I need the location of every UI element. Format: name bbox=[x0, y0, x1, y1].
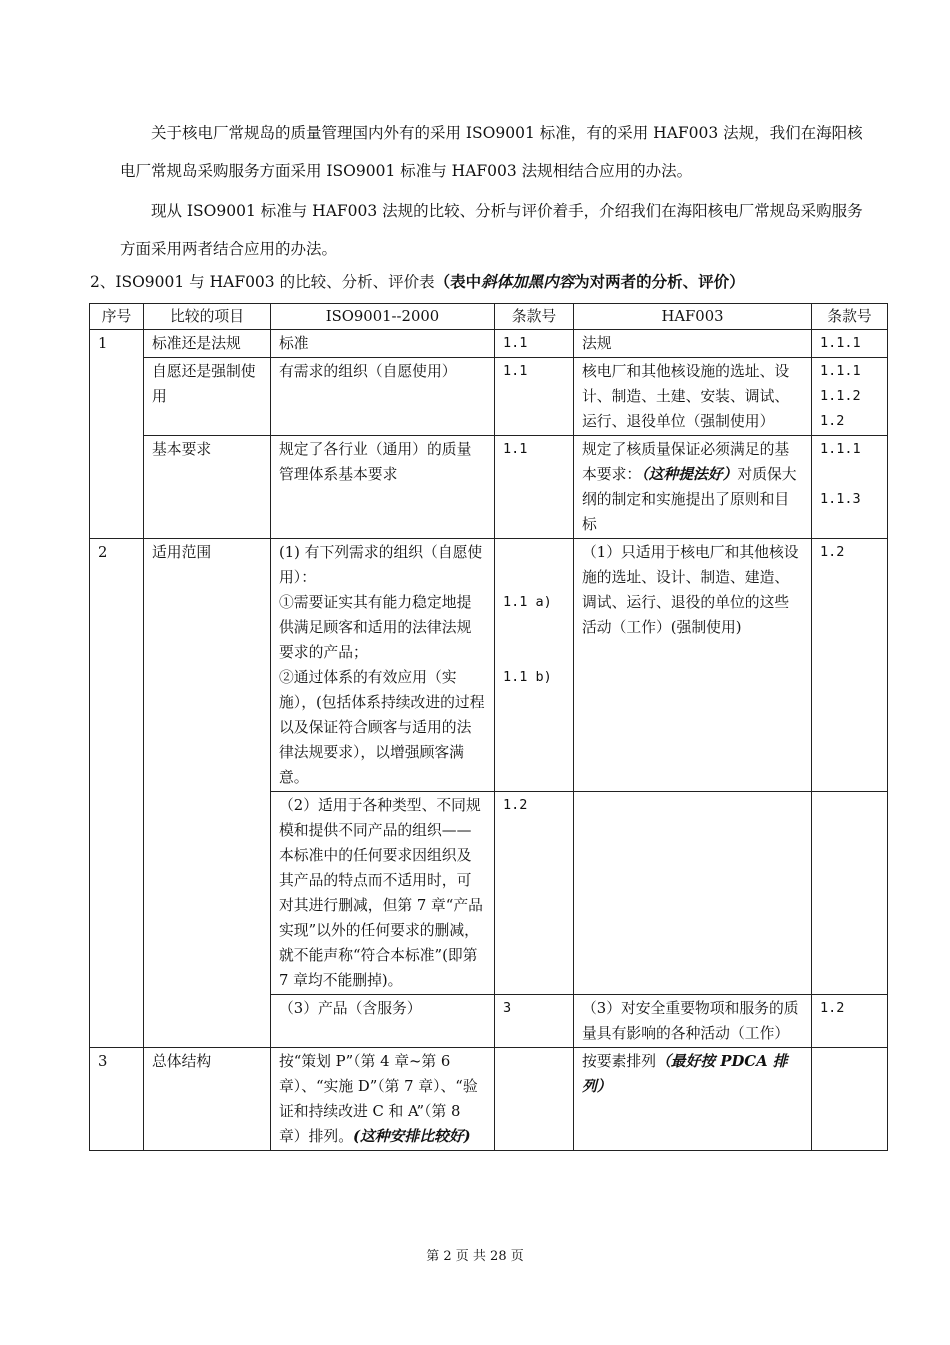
iso-content: 有需求的组织（自愿使用） bbox=[271, 358, 495, 436]
evaluation-note: （这种提法好） bbox=[641, 466, 738, 483]
table-row bbox=[90, 330, 888, 358]
compare-item: 标准还是法规 bbox=[144, 330, 271, 358]
compare-item: 自愿还是强制使用 bbox=[144, 358, 271, 436]
iso-content: 按“策划 P”（第 4 章~第 6 章）、“实施 D”（第 7 章）、“验证和持续改进 C 和 A”（第 8 章）排列。(这种安排比较好) bbox=[271, 1048, 495, 1151]
haf-content: 核电厂和其他核设施的选址、设计、制造、土建、安装、调试、运行、退役单位（强制使用） bbox=[574, 358, 812, 436]
iso-content: （2）适用于各种类型、不同规模和提供不同产品的组织——本标准中的任何要求因组织及其产品的特点而不适用时，可对其进行删减，但第 7 章“产品实现”以外的任何要求的删减，就不能声称“符合本标准”(即第 7 章均不能删掉)。 bbox=[271, 792, 495, 995]
compare-item: 基本要求 bbox=[144, 436, 271, 539]
iso-content: 标准 bbox=[271, 330, 495, 358]
iso-clause: 3 bbox=[495, 995, 574, 1048]
table-heading: 2、ISO9001 与 HAF003 的比较、分析、评价表（表中斜体加黑内容为对两者的分析、评价） bbox=[90, 272, 745, 291]
iso-clause: 1.1 a) 1.1 b) bbox=[495, 539, 574, 792]
haf-clause bbox=[812, 792, 888, 995]
table-row bbox=[90, 1048, 888, 1151]
iso-clause: 1.1 bbox=[495, 330, 574, 358]
header-haf-clause: 条款号 bbox=[812, 304, 888, 330]
haf-clause: 1.1.1 1.1.2 1.2 bbox=[812, 358, 888, 436]
iso-clause: 1.2 bbox=[495, 792, 574, 995]
header-no: 序号 bbox=[90, 304, 144, 330]
haf-content: （1）只适用于核电厂和其他核设施的选址、设计、制造、建造、调试、运行、退役的单位的这些活动（工作）(强制使用) bbox=[574, 539, 812, 792]
table-row bbox=[90, 436, 888, 539]
haf-clause: 1.1.1 bbox=[812, 330, 888, 358]
haf-clause bbox=[812, 1048, 888, 1151]
haf-content bbox=[574, 792, 812, 995]
iso-content: (1) 有下列需求的组织（自愿使用）： ①需要证实其有能力稳定地提供满足顾客和适用的法律法规要求的产品； ②通过体系的有效应用（实施），(包括体系持续改进的过程以及保证符合顾客与适用的法律法规要求），以增强顾客满意。 bbox=[271, 539, 495, 792]
row-number: 3 bbox=[90, 1048, 144, 1151]
iso-content: （3）产品（含服务） bbox=[271, 995, 495, 1048]
iso-clause: 1.1 bbox=[495, 358, 574, 436]
table-row bbox=[90, 358, 888, 436]
iso-clause: 1.1 bbox=[495, 436, 574, 539]
comparison-table bbox=[89, 303, 888, 1151]
iso-content: 规定了各行业（通用）的质量管理体系基本要求 bbox=[271, 436, 495, 539]
header-haf: HAF003 bbox=[574, 304, 812, 330]
header-item: 比较的项目 bbox=[144, 304, 271, 330]
haf-content: （3）对安全重要物项和服务的质量具有影响的各种活动（工作） bbox=[574, 995, 812, 1048]
page-footer: 第 2 页 共 28 页 bbox=[426, 1249, 524, 1264]
evaluation-note: (这种安排比较好) bbox=[353, 1128, 471, 1145]
intro-paragraph-1: 关于核电厂常规岛的质量管理国内外有的采用 ISO9001 标准，有的采用 HAF003 法规，我们在海阳核电厂常规岛采购服务方面采用 ISO9001 标准与 HAF003 法规相结合应用的办法。 bbox=[120, 124, 863, 180]
evaluation-note: （最好按 PDCA 排列） bbox=[582, 1053, 788, 1095]
header-iso: ISO9001--2000 bbox=[271, 304, 495, 330]
intro-paragraph-2: 现从 ISO9001 标准与 HAF003 法规的比较、分析与评价着手，介绍我们在海阳核电厂常规岛采购服务方面采用两者结合应用的办法。 bbox=[120, 202, 863, 258]
haf-content: 按要素排列（最好按 PDCA 排列） bbox=[574, 1048, 812, 1151]
table-row bbox=[90, 539, 888, 792]
header-iso-clause: 条款号 bbox=[495, 304, 574, 330]
haf-clause: 1.1.1 1.1.3 bbox=[812, 436, 888, 539]
haf-clause: 1.2 bbox=[812, 539, 888, 792]
compare-item: 适用范围 bbox=[144, 539, 271, 1048]
table-header-row bbox=[90, 304, 888, 330]
row-number: 2 bbox=[90, 539, 144, 1048]
compare-item: 总体结构 bbox=[144, 1048, 271, 1151]
iso-clause bbox=[495, 1048, 574, 1151]
haf-clause: 1.2 bbox=[812, 995, 888, 1048]
row-number: 1 bbox=[90, 330, 144, 539]
haf-content: 规定了核质量保证必须满足的基本要求：（这种提法好）对质保大纲的制定和实施提出了原则和目标 bbox=[574, 436, 812, 539]
haf-content: 法规 bbox=[574, 330, 812, 358]
